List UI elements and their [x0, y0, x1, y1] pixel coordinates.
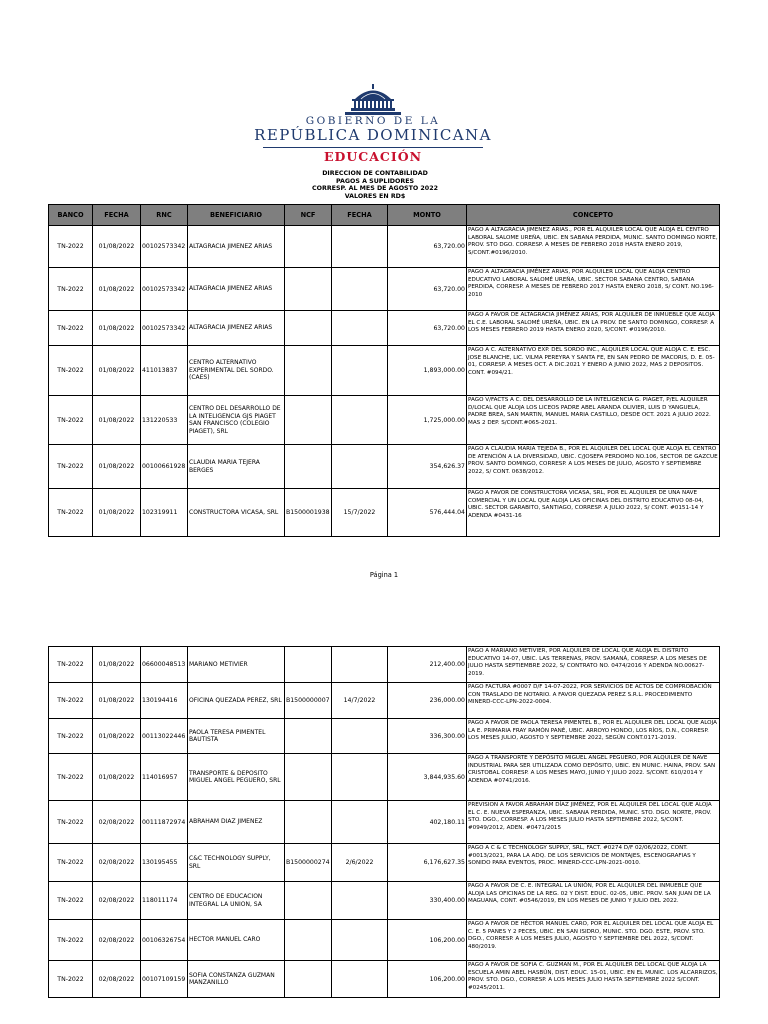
cell-banco: TN-2022	[49, 489, 93, 537]
cell-fecha: 01/08/2022	[93, 754, 141, 801]
cell-rnc: 130194416	[141, 683, 188, 719]
cell-banco: TN-2022	[49, 396, 93, 445]
cell-fecha-ncf	[332, 226, 388, 268]
cell-fecha-ncf	[332, 311, 388, 346]
cell-banco: TN-2022	[49, 226, 93, 268]
cell-banco: TN-2022	[49, 647, 93, 683]
cell-rnc: 102319911	[141, 489, 188, 537]
col-rnc: RNC	[141, 205, 188, 226]
cell-fecha: 01/08/2022	[93, 226, 141, 268]
cell-ncf	[285, 961, 332, 998]
cell-ncf	[285, 719, 332, 754]
col-beneficiario: BENEFICIARIO	[188, 205, 285, 226]
cell-concepto: PAGO A FAVOR DE ALTAGRACIA JIMÉNEZ ARIAS, POR ALQUILER DE INMUEBLE QUE ALOJA EL C.E. LABORAL SALOMÉ UREÑA, UBIC. EN LA PROV. DE SANTO DOMINGO, CORRESP. A LOS MESES FEBRERO 2019 HASTA ENERO 2020, S/CONT. #0196/2010.	[467, 311, 720, 346]
cell-monto: 63,720.00	[388, 226, 467, 268]
logo-government-text: GOBIERNO DE LA	[305, 115, 441, 127]
logo-republic-text: REPÚBLICA DOMINICANA	[254, 126, 492, 144]
cell-fecha-ncf	[332, 920, 388, 961]
cell-fecha-ncf	[332, 268, 388, 311]
col-concepto: CONCEPTO	[467, 205, 720, 226]
col-ncf: NCF	[285, 205, 332, 226]
logo-divider	[263, 147, 483, 148]
capitol-dome-icon	[343, 84, 403, 116]
cell-banco: TN-2022	[49, 719, 93, 754]
col-banco: BANCO	[49, 205, 93, 226]
table-header-row	[49, 205, 720, 226]
cell-concepto: PAGO A ALTAGRACIA JIMENEZ ARIAS., POR EL ALQUILER LOCAL QUE ALOJA EL CENTRO LABORAL SALOME UREÑA, UBIC. EN SABANA PERDIDA, MUNIC. SANTO DOMINGO NORTE, PROV. STO DGO. CORRESP. A MESES DE FEBRERO 2018 HASTA ENERO 2019, S/CONT.#0196/2010.	[467, 226, 720, 268]
cell-fecha: 01/08/2022	[93, 719, 141, 754]
cell-banco: TN-2022	[49, 961, 93, 998]
cell-rnc: 00102573342	[141, 226, 188, 268]
report-title: PAGOS A SUPLIDORES	[335, 177, 415, 185]
cell-fecha: 01/08/2022	[93, 683, 141, 719]
cell-fecha: 01/08/2022	[93, 489, 141, 537]
cell-fecha: 01/08/2022	[93, 311, 141, 346]
cell-banco: TN-2022	[49, 882, 93, 920]
report-currency: VALORES EN RD$	[344, 192, 406, 200]
table-row	[49, 489, 720, 537]
cell-monto: 212,400.00	[388, 647, 467, 683]
page-number: Página 1	[369, 571, 399, 579]
cell-fecha: 02/08/2022	[93, 882, 141, 920]
cell-beneficiario: CONSTRUCTORA VICASA, SRL	[188, 489, 285, 537]
cell-beneficiario: ALTAGRACIA JIMENEZ ARIAS	[188, 226, 285, 268]
cell-rnc: 00107109159	[141, 961, 188, 998]
cell-banco: TN-2022	[49, 268, 93, 311]
cell-concepto: PAGO A FAVOR DE HÉCTOR MANUEL CARO, POR EL ALQUILER DEL LOCAL QUE ALOJA EL C. E. 5 PANES Y 2 PECES, UBIC. EN SAN ISIDRO, MUNIC. STO. DGO. ESTE, PROV. STO. DGO., CORRESP. A LOS MESES JULIO, AGOSTO Y SEPTIEMBRE DEL 2022, S/CONT. 480/2019.	[467, 920, 720, 961]
cell-banco: TN-2022	[49, 801, 93, 844]
cell-fecha-ncf	[332, 346, 388, 396]
cell-ncf	[285, 226, 332, 268]
cell-rnc: 00102573342	[141, 311, 188, 346]
cell-monto: 1,893,000.00	[388, 346, 467, 396]
cell-beneficiario: OFICINA QUEZADA PEREZ, SRL	[188, 683, 285, 719]
cell-fecha-ncf	[332, 801, 388, 844]
payments-table-page-1	[48, 204, 720, 537]
cell-monto: 63,720.00	[388, 311, 467, 346]
cell-rnc: 06600048513	[141, 647, 188, 683]
table-row	[49, 719, 720, 754]
table-row	[49, 683, 720, 719]
report-period: CORRESP. AL MES DE AGOSTO 2022	[312, 185, 438, 193]
cell-banco: TN-2022	[49, 844, 93, 882]
report-department: DIRECCION DE CONTABILIDAD	[322, 170, 428, 177]
cell-banco: TN-2022	[49, 683, 93, 719]
table-row	[49, 346, 720, 396]
cell-fecha-ncf	[332, 961, 388, 998]
cell-rnc: 00100661928	[141, 445, 188, 489]
cell-ncf	[285, 445, 332, 489]
table-row	[49, 920, 720, 961]
cell-beneficiario: ALTAGRACIA JIMENEZ ARIAS	[188, 311, 285, 346]
cell-fecha-ncf	[332, 882, 388, 920]
cell-concepto: PAGO A FAVOR DE SOFIA C. GUZMAN M., POR EL ALQUILER DEL LOCAL QUE ALOJA LA ESCUELA AMIN ABEL HASBÚN, DIST. EDUC. 15-01, UBIC. EN EL MUNIC. LOS ALCARRIZOS, PROV. STO. DGO., CORRESP. A LOS MESES JULIO HASTA SEPTIEMBRE 2022 S/CONT. #0245/2011.	[467, 961, 720, 998]
cell-monto: 402,180.11	[388, 801, 467, 844]
cell-rnc: 130195455	[141, 844, 188, 882]
cell-fecha-ncf: 14/7/2022	[332, 683, 388, 719]
cell-fecha-ncf	[332, 647, 388, 683]
cell-ncf	[285, 801, 332, 844]
cell-fecha-ncf	[332, 754, 388, 801]
ministry-logo	[243, 84, 503, 164]
cell-concepto: PAGO A FAVOR DE CONSTRUCTORA VICASA, SRL, POR EL ALQUILER DE UNA NAVE COMERCIAL Y UN LOCAL QUE ALOJA LAS OFICINAS DEL DISTRITO EDUCATIVO 08-04, UBIC. SECTOR GARABITO, SANTIAGO, CORRESP. A JULIO 2022, S/ CONT. #0151-14 Y ADENDA #0431-16	[467, 489, 720, 537]
cell-monto: 106,200.00	[388, 920, 467, 961]
cell-rnc: 114016957	[141, 754, 188, 801]
cell-monto: 6,176,627.35	[388, 844, 467, 882]
cell-monto: 336,300.00	[388, 719, 467, 754]
cell-ncf	[285, 882, 332, 920]
cell-ncf: B1500000007	[285, 683, 332, 719]
cell-monto: 354,626.37	[388, 445, 467, 489]
cell-monto: 576,444.04	[388, 489, 467, 537]
cell-beneficiario: MARIANO METIVIER	[188, 647, 285, 683]
cell-monto: 3,844,935.60	[388, 754, 467, 801]
cell-rnc: 118011174	[141, 882, 188, 920]
logo-education-text: EDUCACIÓN	[323, 149, 423, 164]
cell-rnc: 131220533	[141, 396, 188, 445]
cell-beneficiario: ABRAHAM DIAZ JIMENEZ	[188, 801, 285, 844]
table-row	[49, 396, 720, 445]
cell-beneficiario: SOFIA CONSTANZA GUZMAN MANZANILLO	[188, 961, 285, 998]
table-row	[49, 268, 720, 311]
table-row	[49, 882, 720, 920]
cell-rnc: 00111872974	[141, 801, 188, 844]
col-fecha: FECHA	[93, 205, 141, 226]
cell-monto: 236,000.00	[388, 683, 467, 719]
cell-beneficiario: PAOLA TERESA PIMENTEL BAUTISTA	[188, 719, 285, 754]
cell-monto: 63,720.00	[388, 268, 467, 311]
cell-concepto: PAGO V/FACTS A C. DEL DESARROLLO DE LA INTELIGENCIA G. PIAGET, P/EL ALQUILER D/LOCAL QUE ALOJA LOS LICEOS PADRE ABEL ARANDA OLIVIER, LUIS D YANGUELA, PADRE BREA, SAN MARTIN, MANUEL MARIA CASTILLO, DESDE OCT. 2021 A JULIO 2022. MAS 2 DEP. S/CONT.#065-2021.	[467, 396, 720, 445]
col-monto: MONTO	[388, 205, 467, 226]
cell-banco: TN-2022	[49, 920, 93, 961]
cell-fecha: 02/08/2022	[93, 961, 141, 998]
cell-ncf	[285, 311, 332, 346]
cell-ncf	[285, 647, 332, 683]
cell-beneficiario: TRANSPORTE & DEPOSITO MIGUEL ANGEL PEGUERO, SRL	[188, 754, 285, 801]
cell-banco: TN-2022	[49, 346, 93, 396]
cell-concepto: PAGO A C & C TECHNOLOGY SUPPLY, SRL, FACT. #0274 D/F 02/06/2022, CONT. #0013/2021, PARA LA ADQ. DE LOS SERVICIOS DE MONTAJES, ESCENOGRAFIAS Y SONIDO PARA EVENTOS, PROC. MINERD-CCC-LPN-2021-0010.	[467, 844, 720, 882]
col-fecha-ncf: FECHA	[332, 205, 388, 226]
cell-fecha: 01/08/2022	[93, 445, 141, 489]
cell-concepto: PAGO A FAVOR DE PAOLA TERESA PIMENTEL B., POR EL ALQUILER DEL LOCAL QUE ALOJA LA E. PRIMARIA FRAY RAMÓN PANÉ, UBIC. ARROYO HONDO, LOS RÍOS, D.N., CORRESP. LOS MESES JULIO, AGOSTO Y SEPTIEMBRE 2022, SEGÚN CONT.0171-2019.	[467, 719, 720, 754]
cell-ncf: B1500000274	[285, 844, 332, 882]
cell-beneficiario: C&C TECHNOLOGY SUPPLY, SRL	[188, 844, 285, 882]
cell-rnc: 411013837	[141, 346, 188, 396]
cell-beneficiario: CENTRO DEL DESARROLLO DE LA INTELIGENCIA GJS PIAGET SAN FRANCISCO (COLEGIO PIAGET), SRL	[188, 396, 285, 445]
cell-fecha-ncf	[332, 445, 388, 489]
cell-monto: 330,400.00	[388, 882, 467, 920]
cell-concepto: PREVISION A FAVOR ABRAHAM DÍAZ JIMÉNEZ, POR EL ALQUILER DEL LOCAL QUE ALOJA EL C. E. NUEVA ESPERANZA, UBIC. SABANA PERDIDA, MUNIC. STO. DGO. NORTE, PROV. STO. DGO., CORRESP. A LOS MESES JULIO HASTA SEPTIEMBRE 2022, S/CONT. #0949/2012, ADEN. #0471/2015	[467, 801, 720, 844]
cell-ncf	[285, 920, 332, 961]
cell-fecha: 01/08/2022	[93, 396, 141, 445]
cell-concepto: PAGO A TRANSPORTE Y DEPÓSITO MIGUEL ANGEL PEGUERO, POR ALQUILER DE NAVE INDUSTRIAL PARA SER UTILIZADA COMO DEPÓSITO, UBIC. EN MUNIC. HAINA, PROV. SAN CRISTOBAL CORRESP. A LOS MESES MAYO, JUNIO Y JULIO 2022. S/CONT. 610/2014 Y ADENDA #0741/2016.	[467, 754, 720, 801]
cell-fecha-ncf	[332, 396, 388, 445]
cell-fecha: 01/08/2022	[93, 268, 141, 311]
cell-fecha: 02/08/2022	[93, 920, 141, 961]
cell-ncf	[285, 346, 332, 396]
page-break	[0, 590, 768, 645]
cell-beneficiario: CENTRO ALTERNATIVO EXPERIMENTAL DEL SORDO.(CAES)	[188, 346, 285, 396]
cell-banco: TN-2022	[49, 311, 93, 346]
cell-concepto: PAGO FACTURA #0007 D/F 14-07-2022, POR SERVICIOS DE ACTOS DE COMPROBACIÓN CON TRASLADO DE NOTARIO. A FAVOR QUEZADA PEREZ S.R.L. PROCEDIMIENTO MINERD-CCC-LPN-2022-0004.	[467, 683, 720, 719]
cell-monto: 1,725,000.00	[388, 396, 467, 445]
cell-ncf	[285, 754, 332, 801]
cell-concepto: PAGO A CLAUDIA MARIA TEJEDA B., POR EL ALQUILER DEL LOCAL QUE ALOJA EL CENTRO DE ATENCIÓN A LA DIVERSIDAD, UBIC. C/JOSEFA PERDOMO NO.106, SECTOR DE GAZCUE PROV. SANTO DOMINGO, CORRESP. A LOS MESES DE JULIO, AGOSTO Y SEPTIEMBRE 2022, S/ CONT. 0638/2012.	[467, 445, 720, 489]
cell-beneficiario: ALTAGRACIA JIMENEZ ARIAS	[188, 268, 285, 311]
cell-rnc: 00113022446	[141, 719, 188, 754]
cell-fecha-ncf: 15/7/2022	[332, 489, 388, 537]
table-row	[49, 961, 720, 998]
cell-concepto: PAGO A ALTAGRACIA JIMÉNEZ ARIAS, POR ALQUILER LOCAL QUE ALOJA CENTRO EDUCATIVO LABORAL SALOMÉ UREÑA, UBIC. SECTOR SABANA CENTRO, SABANA PERDIDA, CORRESP. A MESES DE FEBRERO 2017 HASTA ENERO 2018, S/ CONT. NO.196-2010	[467, 268, 720, 311]
table-row	[49, 801, 720, 844]
cell-monto: 106,200.00	[388, 961, 467, 998]
cell-beneficiario: CENTRO DE EDUCACION INTEGRAL LA UNION, SA	[188, 882, 285, 920]
cell-ncf	[285, 396, 332, 445]
cell-fecha-ncf	[332, 719, 388, 754]
cell-rnc: 00106326754	[141, 920, 188, 961]
table-row	[49, 226, 720, 268]
table-row	[49, 445, 720, 489]
cell-ncf: B1500001938	[285, 489, 332, 537]
table-row	[49, 844, 720, 882]
cell-concepto: PAGO A C. ALTERNATIVO EXP. DEL SORDO INC., ALQUILER LOCAL QUE ALOJA C. E. ESC. JOSE BLANCHE, LIC. VILMA PEREYRA Y SANTA FE, EN SAN PEDRO DE MACORIS, D. E. 05-01, CORRESP. A MESES OCT. A DIC.2021 Y ENERO A JUNIO 2022, MAS 2 DEPOSITOS. CONT. #094/21.	[467, 346, 720, 396]
cell-concepto: PAGO A MARIANO METIVIER, POR ALQUILER DE LOCAL QUE ALOJA EL DISTRITO EDUCATIVO 14-07, UBIC. LAS TERRENAS, PROV. SAMANÁ, CORRESP. A LOS MESES DE JULIO HASTA SEPTIEMBRE 2022, S/ CONTRATO NO. 0474/2016 Y ADENDA NO.00627-2019.	[467, 647, 720, 683]
cell-banco: TN-2022	[49, 445, 93, 489]
cell-concepto: PAGO A FAVOR DE C. E. INTEGRAL LA UNIÓN, POR EL ALQUILER DEL INMUEBLE QUE ALOJA LAS OFICINAS DE LA REG. 02 Y DIST. EDUC. 02-05, UBIC. PROV. SAN JUAN DE LA MAGUANA, CONT. #0546/2019, EN LOS MESES DE JUNIO Y JULIO DEL 2022.	[467, 882, 720, 920]
table-row	[49, 754, 720, 801]
cell-beneficiario: HECTOR MANUEL CARO	[188, 920, 285, 961]
report-header	[250, 170, 500, 200]
cell-banco: TN-2022	[49, 754, 93, 801]
cell-fecha-ncf: 2/6/2022	[332, 844, 388, 882]
cell-beneficiario: CLAUDIA MARIA TEJERA BERGES	[188, 445, 285, 489]
table-row	[49, 311, 720, 346]
cell-ncf	[285, 268, 332, 311]
cell-fecha: 01/08/2022	[93, 346, 141, 396]
cell-fecha: 02/08/2022	[93, 844, 141, 882]
cell-fecha: 02/08/2022	[93, 801, 141, 844]
cell-rnc: 00102573342	[141, 268, 188, 311]
table-row	[49, 647, 720, 683]
payments-table-page-2	[48, 646, 720, 998]
cell-fecha: 01/08/2022	[93, 647, 141, 683]
